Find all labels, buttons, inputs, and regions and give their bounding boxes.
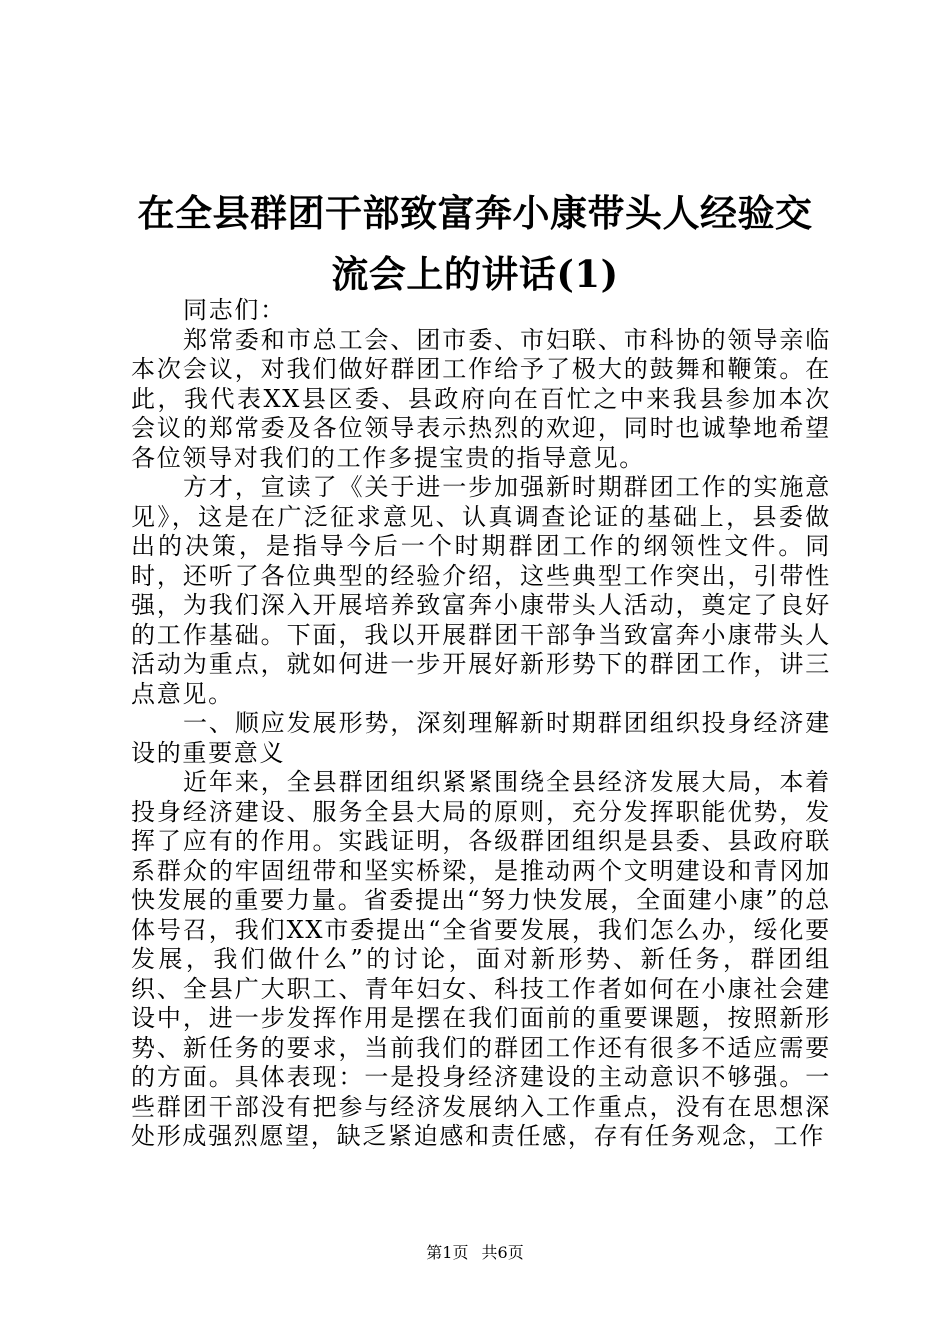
body-paragraph: 近年来，全县群团组织紧紧围绕全县经济发展大局，本着投身经济建设、服务全县大局的原则，充分发挥职能优势，发挥了应有的作用。实践证明，各级群团组织是县委、县政府联系群众的牢固纽带和坚实桥梁，是推动两个文明建设和青冈加快发展的重要力量。省委提出“努力快发展，全面建小康”的总体号召，我们XX市委提出“全省要发展，我们怎么办，绥化要发展，我们做什么”的讨论，面对新形势、新任务，群团组织、全县广大职工、青年妇女、科技工作者如何在小康社会建设中，进一步发挥作用是摆在我们面前的重要课题，按照新形势、新任务的要求，当前我们的群团工作还有很多不适应需要的方面。具体表现：一是投身经济建设的主动意识不够强。一些群团干部没有把参与经济发展纳入工作重点，没有在思想深处形成强烈愿望，缺乏紧迫感和责任感，存有任务观念，工作: [131, 768, 831, 1150]
section-heading: 一、顺应发展形势，深刻理解新时期群团组织投身经济建设的重要意义: [131, 709, 831, 767]
page-number: 第1页: [426, 1243, 469, 1262]
salutation-paragraph: 同志们：: [183, 296, 286, 324]
document-title: 在全县群团干部致富奔小康带头人经验交流会上的讲话(1): [137, 191, 813, 296]
document-body: [131, 296, 831, 1152]
total-pages: 共6页: [481, 1243, 524, 1262]
page-footer: [0, 1243, 950, 1263]
body-paragraph: 方才，宣读了《关于进一步加强新时期群团工作的实施意见》，这是在广泛征求意见、认真调查论证的基础上，县委做出的决策，是指导今后一个时期群团工作的纲领性文件。同时，还听了各位典型的经验介绍，这些典型工作突出，引带性强，为我们深入开展培养致富奔小康带头人活动，奠定了良好的工作基础。下面，我以开展群团干部争当致富奔小康带头人活动为重点，就如何进一步开展好新形势下的群团工作，讲三点意见。: [131, 473, 831, 708]
body-paragraph: 郑常委和市总工会、团市委、市妇联、市科协的领导亲临本次会议，对我们做好群团工作给予了极大的鼓舞和鞭策。在此，我代表XX县区委、县政府向在百忙之中来我县参加本次会议的郑常委及各位领导表示热烈的欢迎，同时也诚挚地希望各位领导对我们的工作多提宝贵的指导意见。: [131, 325, 831, 472]
